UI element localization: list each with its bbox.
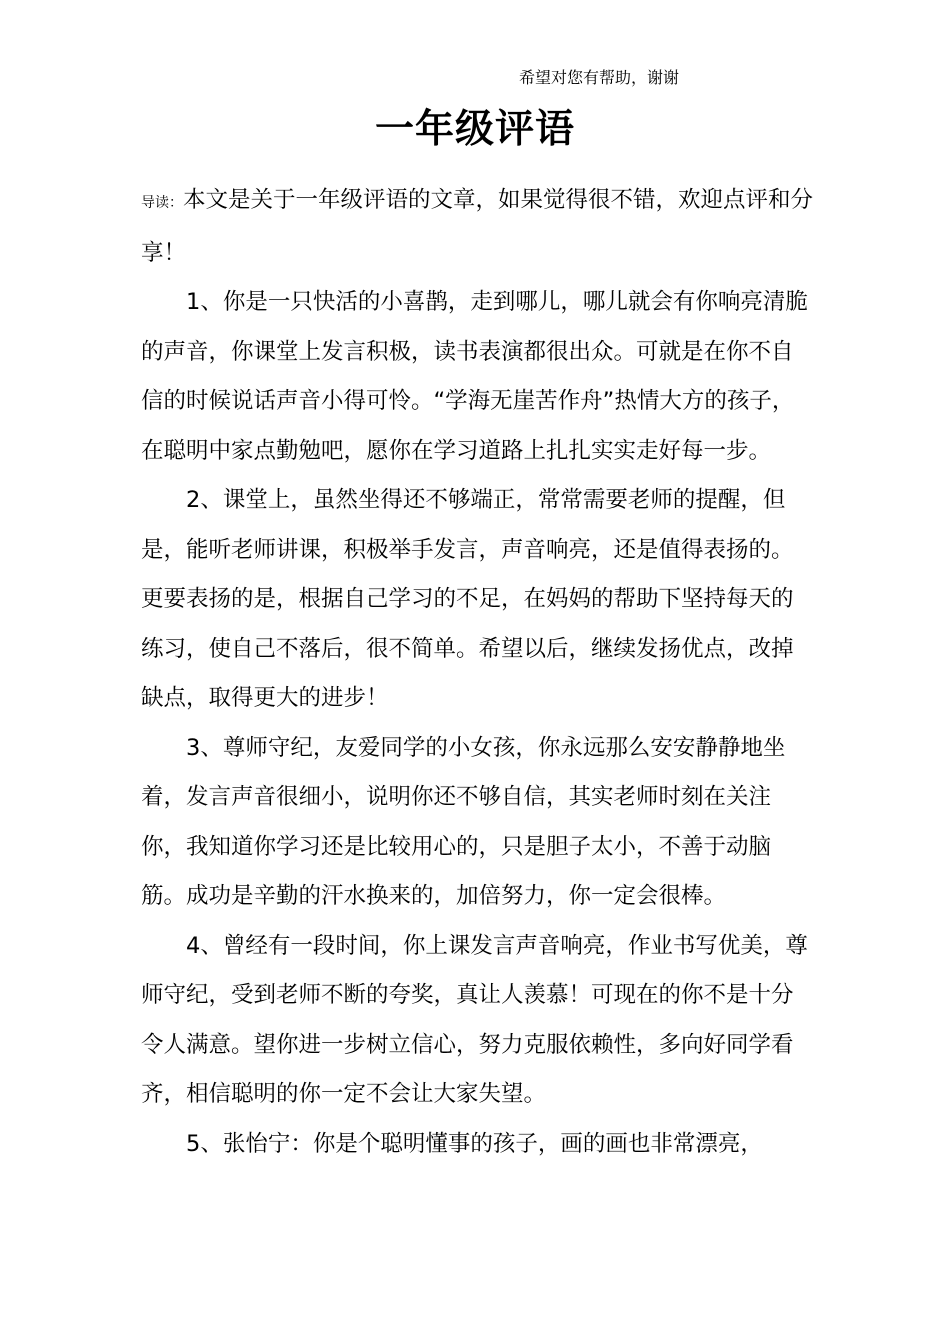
- comment-item-3: 3、尊师守纪，友爱同学的小女孩，你永远那么安安静静地坐着，发言声音很细小，说明你还不够自信，其实老师时刻在关注你，我知道你学习还是比较用心的，只是胆子太小，不善于动脑筋。成功是辛勤的汗水换来的，加倍努力，你一定会很棒。: [141, 734, 786, 909]
- comment-item-1: 1、你是一只快活的小喜鹊，走到哪儿，哪儿就会有你响亮清脆的声音，你课堂上发言积极，读书表演都很出众。可就是在你不自信的时候说话声音小得可怜。“学海无崖苦作舟”热情大方的孩子，在聪明中家点勤勉吧，愿你在学习道路上扎扎实实走好每一步。: [141, 289, 808, 464]
- intro-paragraph: [141, 176, 813, 278]
- intro-text: 本文是关于一年级评语的文章，如果觉得很不错，欢迎点评和分享！: [141, 187, 814, 266]
- comment-item-5: 5、张怡宁：你是个聪明懂事的孩子，画的画也非常漂亮，: [186, 1130, 763, 1157]
- header-note: 希望对您有帮助，谢谢: [519, 68, 680, 87]
- comment-item-2: 2、课堂上，虽然坐得还不够端正，常常需要老师的提醒，但是，能听老师讲课，积极举手发言，声音响亮，还是值得表扬的。更要表扬的是，根据自己学习的不足，在妈妈的帮助下坚持每天的练习，使自己不落后，很不简单。希望以后，继续发扬优点，改掉缺点，取得更大的进步！: [141, 487, 794, 711]
- document-body: [141, 176, 813, 1169]
- intro-label: 导读：: [141, 195, 183, 211]
- comment-item-4: 4、曾经有一段时间，你上课发言声音响亮，作业书写优美，尊师守纪，受到老师不断的夸奖，真让人羡慕！可现在的你不是十分令人满意。望你进一步树立信心，努力克服依赖性，多向好同学看齐，相信聪明的你一定不会让大家失望。: [141, 932, 808, 1107]
- document-title: 一年级评语: [374, 107, 575, 152]
